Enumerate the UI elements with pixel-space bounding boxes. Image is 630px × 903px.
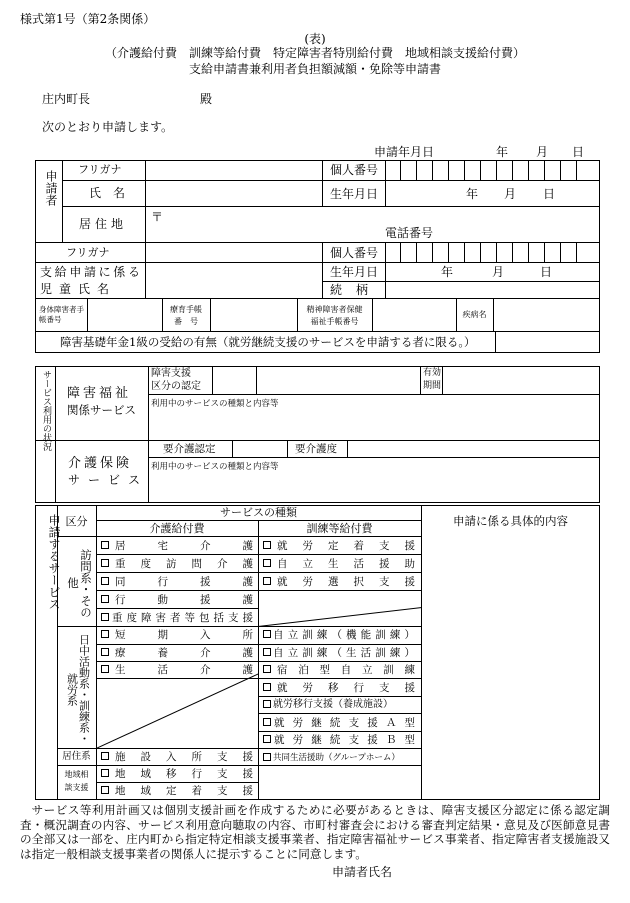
checkbox-box[interactable] (101, 665, 109, 673)
postal-mark: 〒 (151, 210, 164, 224)
checkbox-independence-training-function[interactable]: 自 立 訓 練 （ 機 能 訓 練 ） (263, 630, 415, 641)
valid-period-label-2: 期間 (423, 381, 442, 391)
applicant-name-label: 氏 名 (89, 186, 126, 200)
checkbox-employment-transition[interactable]: 就 労 移 行 支 援 (263, 683, 415, 694)
support-class-label-2: 区分の認定 (151, 381, 201, 392)
services-side-label: 申請するサービス (47, 514, 61, 610)
valid-period-label-1: 有効 (423, 368, 442, 378)
applicant-section-label: 申請者 (44, 170, 58, 206)
checkbox-residential-training[interactable]: 宿 泊 型 自 立 訓 練 (263, 665, 415, 676)
checkbox-home-care[interactable]: 居 宅 介 護 (101, 541, 253, 552)
checkbox-independent-living-aid[interactable]: 自 立 生 活 援 助 (263, 559, 415, 570)
mental-handbook-label-2: 福祉手帳番号 (310, 317, 359, 326)
welfare-services-label-2: 関係サービス (67, 403, 136, 417)
applicant-my-number-label: 個人番号 (330, 163, 379, 177)
applicant-furigana-label: フリガナ (78, 163, 122, 176)
checkbox-continued-employment-b[interactable]: 就 労 継 続 支 援 Ｂ 型 (263, 735, 415, 746)
mental-handbook-label-1: 精神障害者保健 (306, 305, 363, 314)
checkbox-employment-transition-training-school[interactable]: 就労移行支援（養成施設） (263, 700, 393, 710)
group-residence-label: 居住系 (62, 751, 91, 762)
checkbox-box[interactable] (263, 735, 271, 743)
checkbox-employment-selection[interactable]: 就 労 選 択 支 援 (263, 577, 415, 588)
care-degree-label: 要介護度 (295, 443, 337, 455)
addressee: 庄内町長 (42, 92, 91, 106)
checkbox-behavior-support[interactable]: 行 動 援 護 (101, 595, 253, 606)
checkbox-box[interactable] (101, 559, 109, 567)
child-birth-day: 日 (540, 265, 553, 279)
group-day-label: 日中活動系・訓練系・就労系 (65, 634, 91, 744)
checkbox-continued-employment-a[interactable]: 就 労 継 続 支 援 Ａ 型 (263, 718, 415, 729)
care-insurance-label-2: サービス (68, 473, 149, 487)
child-birth-year: 年 (441, 265, 454, 279)
checkbox-box[interactable] (101, 541, 109, 549)
checkbox-group-home[interactable]: 共同生活援助（グループホーム） (263, 753, 400, 763)
benefit-types-line: （介護給付費 訓練等給付費 特定障害者特別給付費 地域相談支援給付費） (104, 46, 525, 60)
pension-question: 障害基礎年金1級の受給の有無（就労継続支援のサービスを申請する者に限る。） (60, 335, 476, 349)
checkbox-box[interactable] (263, 648, 271, 656)
checkbox-box[interactable] (263, 559, 271, 567)
checkbox-regional-settlement[interactable]: 地 域 定 着 支 援 (101, 786, 253, 797)
child-label-2: 児童氏名 (40, 282, 117, 296)
checkbox-box[interactable] (101, 786, 109, 794)
checkbox-box[interactable] (263, 753, 271, 761)
date-day: 日 (572, 145, 585, 159)
checkbox-accompany-support[interactable]: 同 行 援 護 (101, 577, 253, 588)
group-regional-label-1: 地域相 (64, 770, 89, 779)
child-birth-month: 月 (492, 265, 505, 279)
checkbox-box[interactable] (101, 630, 109, 638)
checkbox-box[interactable] (263, 630, 271, 638)
ryoiku-handbook-label-1: 療育手帳 (170, 305, 202, 314)
honorific: 殿 (200, 92, 213, 106)
care-cert-label: 要介護認定 (163, 443, 216, 455)
applicant-birth-month: 月 (504, 187, 517, 201)
child-birth-label: 生年月日 (330, 265, 379, 279)
training-pay-header: 訓練等給付費 (306, 522, 373, 535)
page-title: 支給申請書兼利用者負担額減額・免除等申請書 (188, 62, 441, 76)
date-month: 月 (536, 145, 549, 159)
checkbox-independence-training-life[interactable]: 自 立 訓 練 （ 生 活 訓 練 ） (263, 648, 415, 659)
form-number: 様式第1号（第2条関係） (20, 12, 156, 26)
checkbox-box[interactable] (101, 769, 109, 777)
front-side-label: (表) (304, 32, 326, 46)
checkbox-medical-care[interactable]: 療 養 介 護 (101, 648, 253, 659)
date-label: 申請年月日 (374, 145, 435, 159)
checkbox-life-care[interactable]: 生 活 介 護 (101, 665, 253, 676)
applicant-birth-label: 生年月日 (330, 187, 379, 201)
applicant-birth-day: 日 (543, 187, 556, 201)
consent-statement: サービス等利用計画又は個別支援計画を作成するために必要があるときは、障害支援区分認定に係る認定調査・概況調査の内容、サービス利用意向聴取の内容、市町村審査会における審査判定結果・意見及び医師意見書の全部又は一部を、庄内町から指定特定相談支援事業者、指定障害福祉サービス事業者、指定障害者支援施設又は指定一般相談支援事業者の関係人に提示することに同意します。 (20, 803, 610, 861)
category-header: 区分 (65, 515, 88, 528)
group-regional-label-2: 談支援 (64, 783, 89, 792)
group-visit-label: 訪問系・その他 (66, 548, 93, 618)
child-relation-label: 続柄 (330, 283, 383, 297)
phone-label: 電話番号 (385, 226, 434, 240)
checkbox-box[interactable] (263, 541, 271, 549)
welfare-in-use-label: 利用中のサービスの種類と内容等 (151, 399, 279, 409)
checkbox-facility-support[interactable]: 施 設 入 所 支 援 (101, 752, 253, 763)
applicant-birth-year: 年 (466, 187, 479, 201)
checkbox-severe-visit-care[interactable]: 重 度 訪 問 介 護 (101, 559, 253, 570)
checkbox-box[interactable] (101, 613, 109, 621)
checkbox-box[interactable] (263, 577, 271, 585)
checkbox-box[interactable] (101, 648, 109, 656)
checkbox-regional-transition[interactable]: 地 域 移 行 支 援 (101, 769, 253, 780)
checkbox-box[interactable] (101, 752, 109, 760)
child-label-1: 支 給 申 請 に 係 る (40, 265, 140, 279)
checkbox-short-stay[interactable]: 短 期 入 所 (101, 630, 253, 641)
details-header: 申請に係る具体的内容 (453, 514, 568, 528)
checkbox-box[interactable] (101, 577, 109, 585)
checkbox-box[interactable] (263, 665, 271, 673)
ryoiku-handbook-label-2: 番 号 (174, 317, 198, 326)
support-class-label-1: 障害支援 (151, 368, 191, 379)
applicant-address-label: 居住地 (79, 217, 128, 231)
signature-label: 申請者氏名 (332, 865, 393, 879)
welfare-services-label-1: 障害福祉 (67, 386, 132, 401)
service-kinds-header: サービスの種類 (220, 506, 297, 519)
child-furigana-label: フリガナ (66, 246, 110, 259)
intro-text: 次のとおり申請します。 (42, 120, 174, 134)
checkbox-employment-retention[interactable]: 就 労 定 着 支 援 (263, 541, 415, 552)
checkbox-box[interactable] (263, 700, 271, 708)
care-insurance-label-1: 介護保険 (68, 456, 133, 471)
disease-label: 疾病名 (462, 310, 487, 319)
physical-handbook-label: 身体障害者手帳番号 (39, 305, 84, 324)
checkbox-box[interactable] (101, 595, 109, 603)
care-pay-header: 介護給付費 (149, 522, 205, 535)
checkbox-box[interactable] (263, 718, 271, 726)
care-in-use-label: 利用中のサービスの種類と内容等 (151, 462, 279, 472)
date-year: 年 (496, 145, 509, 159)
checkbox-box[interactable] (263, 683, 271, 691)
checkbox-comprehensive-support[interactable]: 重 度 障 害 者 等 包 括 支 援 (101, 613, 253, 624)
usage-side-label: サービス利用の状況 (41, 370, 51, 451)
child-my-number-label: 個人番号 (330, 246, 379, 260)
